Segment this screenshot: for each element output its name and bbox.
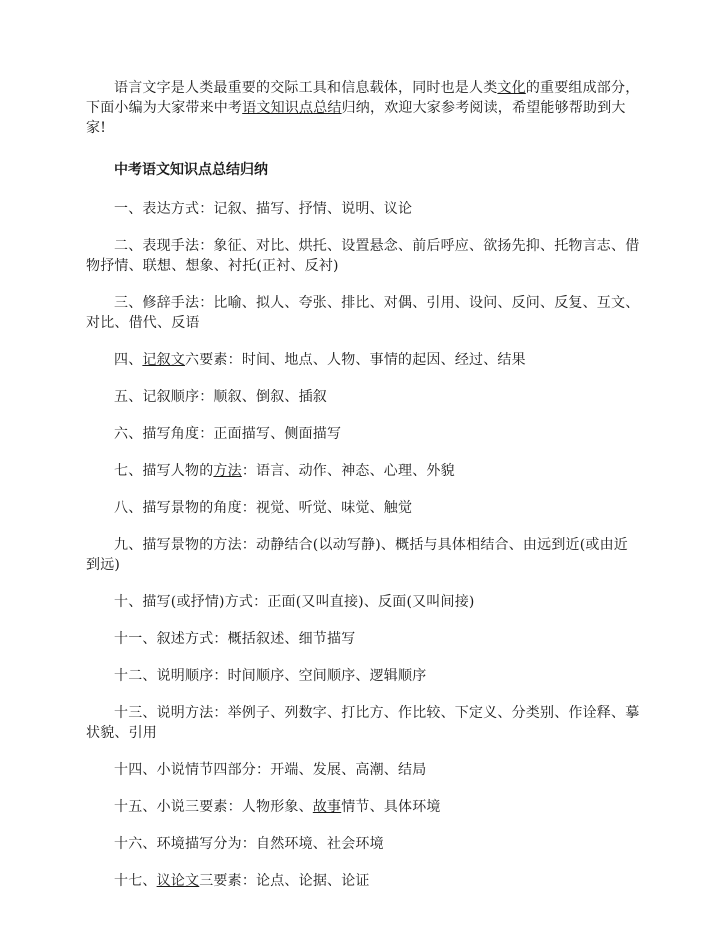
item-text: 情节、具体环境 [341, 799, 441, 815]
list-item [86, 350, 642, 370]
link-culture[interactable]: 文化 [497, 80, 526, 96]
link-chinese-knowledge-summary[interactable]: 语文知识点总结 [242, 100, 342, 116]
intro-paragraph [86, 78, 642, 138]
list-item: 八、描写景物的角度：视觉、听觉、味觉、触觉 [114, 500, 413, 516]
item-text: 三要素：论点、论据、论证 [199, 873, 370, 889]
list-item: 六、描写角度：正面描写、侧面描写 [114, 426, 342, 442]
document-body [86, 78, 642, 908]
list-item: 二、表现手法：象征、对比、烘托、设置悬念、前后呼应、欲扬先抑、托物言志、借物抒情、联想、想象、衬托(正衬、反衬) [86, 238, 640, 274]
list-item: 十四、小说情节四部分：开端、发展、高潮、结局 [114, 762, 427, 778]
list-item: 十三、说明方法：举例子、列数字、打比方、作比较、下定义、分类别、作诠释、摹状貌、引用 [86, 705, 640, 741]
section-heading: 中考语文知识点总结归纳 [114, 162, 268, 178]
list-item: 十、描写(或抒情)方式：正面(又叫直接)、反面(又叫间接) [114, 594, 475, 610]
intro-text-2: 的重要组成部分，下面小编为大家带来中考 [86, 80, 640, 116]
intro-text-1: 语言文字是人类最重要的交际工具和信息载体，同时也是人类 [114, 80, 498, 96]
list-item: 九、描写景物的方法：动静结合(以动写静)、概括与具体相结合、由远到近(或由近到远) [86, 537, 628, 573]
list-item: 十一、叙述方式：概括叙述、细节描写 [114, 631, 356, 647]
list-item [86, 461, 642, 481]
list-item: 十六、环境描写分为：自然环境、社会环境 [114, 836, 384, 852]
list-item: 十二、说明顺序：时间顺序、空间顺序、逻辑顺序 [114, 668, 427, 684]
intro-text-3: 归纳，欢迎大家参考阅读，希望能够帮助到大家! [86, 100, 626, 136]
item-text: 七、描写人物的 [114, 463, 214, 479]
item-text: 六要素：时间、地点、人物、事情的起因、经过、结果 [185, 352, 526, 368]
list-item: 一、表达方式：记叙、描写、抒情、说明、议论 [114, 201, 413, 217]
item-text: 十七、 [114, 873, 157, 889]
list-item: 五、记叙顺序：顺叙、倒叙、插叙 [114, 389, 327, 405]
list-item [86, 797, 642, 817]
list-item: 三、修辞手法：比喻、拟人、夸张、排比、对偶、引用、设问、反问、反复、互文、对比、借代、反语 [86, 295, 640, 331]
item-text: 四、 [114, 352, 143, 368]
link-argumentative-essay[interactable]: 议论文 [156, 873, 200, 889]
link-method[interactable]: 方法 [213, 463, 242, 479]
item-text: 十五、小说三要素：人物形象、 [114, 799, 313, 815]
link-narrative[interactable]: 记叙文 [142, 352, 186, 368]
item-text: ：语言、动作、神态、心理、外貌 [241, 463, 455, 479]
link-story[interactable]: 故事 [312, 799, 342, 815]
list-item [86, 871, 642, 891]
